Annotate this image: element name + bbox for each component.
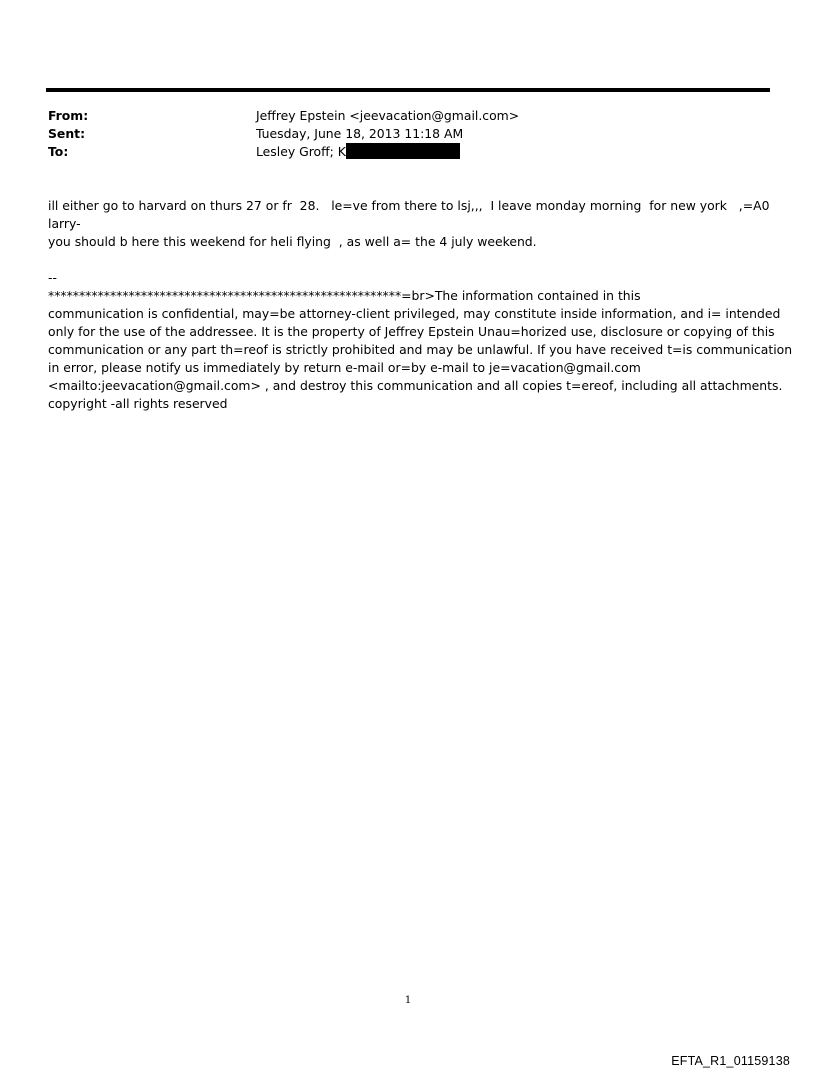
to-value: Lesley Groff; K [256,144,346,159]
signature-line: <mailto:jeevacation@gmail.com> , and destroy this communication and all copies t=ereof, including all attachments. [48,378,783,393]
header-from [48,107,768,125]
to-value-wrap [256,143,460,161]
signature-line: only for the use of the addressee. It is the property of Jeffrey Epstein Unau=horized use, disclosure or copying of this [48,324,775,339]
header-sent [48,125,768,143]
redaction-box [346,143,460,159]
email-body: ill either go to harvard on thurs 27 or fr 28. le=ve from there to lsj,,, I leave monday morning for new york ,=A0 larry- you should b here this weekend for heli flying , as well a= the 4 july weekend. [48,198,770,249]
header-divider [46,88,770,92]
document-id: EFTA_R1_01159138 [671,1054,790,1068]
sent-value: Tuesday, June 18, 2013 11:18 AM [256,126,464,141]
email-signature [48,269,793,413]
to-label: To: [48,144,69,159]
signature-line: communication is confidential, may=be attorney-client privileged, may constitute inside information, and i= intended [48,306,781,321]
from-value: Jeffrey Epstein <jeevacation@gmail.com> [256,108,520,123]
from-label: From: [48,108,89,123]
signature-line: -- [48,270,57,285]
email-headers [48,107,768,161]
signature-line: in error, please notify us immediately by return e-mail or=by e-mail to je=vacation@gmail.com [48,360,641,375]
sent-label: Sent: [48,126,86,141]
signature-line: *********************************************************=br>The information contained in this [48,288,641,303]
signature-line: copyright -all rights reserved [48,396,228,411]
header-to [48,143,768,161]
signature-line: communication or any part th=reof is strictly prohibited and may be unlawful. If you have received t=is communication [48,342,793,357]
page-number: 1 [404,995,412,1006]
